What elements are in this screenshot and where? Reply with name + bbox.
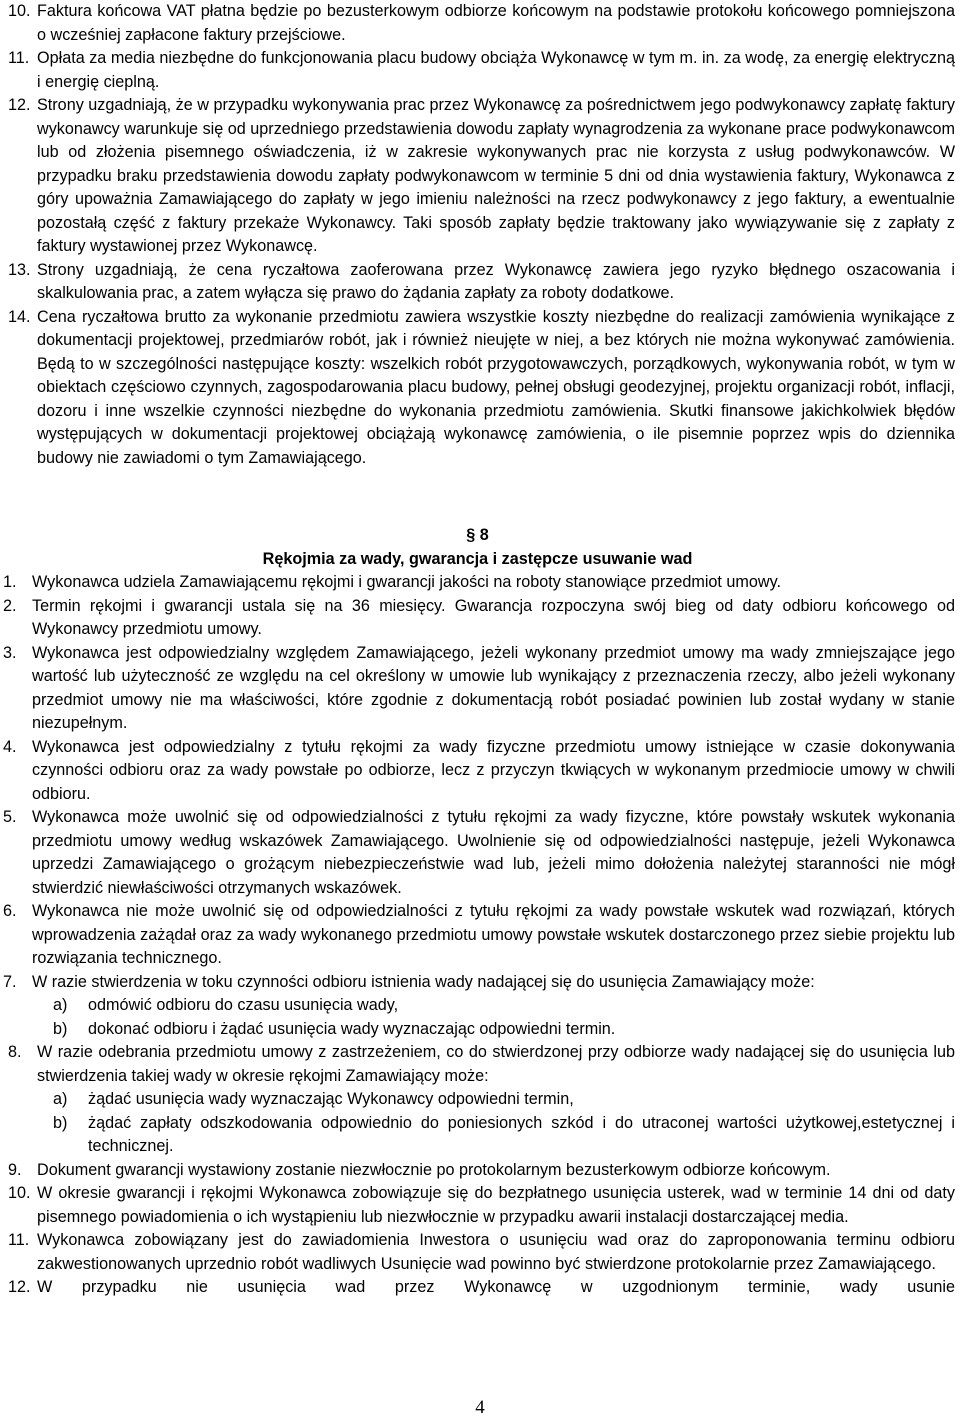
list-item — [0, 0, 955, 47]
item-text: W razie stwierdzenia w toku czynności odbioru istnienia wady nadającej się do usunięcia Zamawiający może: — [32, 972, 815, 991]
sub-item-text: dokonać odbioru i żądać usunięcia wady wyznaczając odpowiedni termin. — [88, 1019, 616, 1038]
sub-item-letter: b) — [53, 1113, 68, 1132]
item-number: 10. — [8, 1184, 31, 1202]
sub-item-letter: a) — [53, 996, 68, 1014]
item-number: 7. — [3, 972, 17, 991]
item-text: W razie odebrania przedmiotu umowy z zastrzeżeniem, co do stwierdzonej przy odbiorze wady nadającej się do usunięcia lub stwierdzenia takiej wady w okresie rękojmi Zamawiający może: — [37, 1043, 955, 1085]
payment-terms-list — [0, 0, 955, 470]
item-text: Strony uzgadniają, że w przypadku wykonywania prac przez Wykonawcę za pośrednictwem jego podwykonawcy zapłatę faktury wykonawcy warunkuje się od uprzedniego przedstawienia dowodu zapłaty wynagrodzenia za wykonane prace podwykonawcom lub od złożenia pisemnego oświadczenia, iż w zakresie wykonywanych prac nie korzysta z usług podwykonawców. W przypadku braku przedstawienia dowodu zapłaty podwykonawcom w terminie 5 dni od dnia wystawienia faktury, Wykonawca z góry upoważnia Zamawiającego do zapłaty w jego imieniu należności na rzecz podwykonawcy z jego faktury, a ewentualnie pozostałą część z faktury przekaże Wykonawcy. Taki sposób zapłaty będzie traktowany jako wywiązywanie się z zapłaty z faktury wystawionej przez Wykonawcę. — [37, 96, 955, 255]
item-text: Wykonawca jest odpowiedzialny z tytułu rękojmi za wady fizyczne przedmiotu umowy istniejące w czasie dokonywania czynności odbioru oraz za wady powstałe po odbiorze, lecz z przyczyn tkwiących w wykonanym przedmiocie umowy w chwili odbioru. — [32, 737, 955, 803]
item-number: 9. — [8, 1160, 22, 1179]
sub-list-item — [0, 1112, 955, 1159]
item-text: Wykonawca jest odpowiedzialny względem Zamawiającego, jeżeli wykonany przedmiot umowy ma wady zmniejszające jego wartość lub użyteczność ze względu na cel określony w umowie lub wynikający z przeznaczenia rzeczy, albo jeżeli wykonany przedmiot umowy nie ma właściwości, które zgodnie z dokumentacją robót posiadać powinien lub został wydany w stanie niezupełnym. — [32, 643, 955, 732]
section-8 — [0, 524, 955, 1300]
item-number: 4. — [3, 737, 17, 756]
item-text: Wykonawca udziela Zamawiającemu rękojmi i gwarancji jakości na roboty stanowiące przedmiot umowy. — [32, 573, 781, 591]
item-text: Faktura końcowa VAT płatna będzie po bezusterkowym odbiorze końcowym na podstawie protokołu końcowego pomniejszona o wcześniej zapłacone faktury przejściowe. — [37, 2, 955, 44]
item-text: W przypadku nie usunięcia wad przez Wykonawcę w uzgodnionym terminie, wady usunie — [37, 1278, 955, 1296]
list-item — [0, 94, 955, 259]
item-number: 12. — [8, 96, 31, 114]
item-number: 11. — [8, 1231, 30, 1249]
item-number: 12. — [8, 1278, 31, 1296]
item-text: Opłata za media niezbędne do funkcjonowania placu budowy obciąża Wykonawcę w tym m. in. za wodę, za energię elektryczną i energię cieplną. — [37, 49, 955, 91]
list-item — [0, 571, 955, 595]
item-number: 14. — [8, 307, 31, 326]
page-number: 4 — [475, 1397, 485, 1418]
list-item — [0, 1182, 955, 1229]
list-item — [0, 1159, 955, 1183]
list-item — [0, 1041, 955, 1088]
list-item — [0, 642, 955, 736]
item-text: Wykonawca nie może uwolnić się od odpowiedzialności z tytułu rękojmi za wady powstałe wskutek wad rozwiązań, których wprowadzenia zażądał oraz za wady wykonanego przedmiotu umowy powstałe wskutek dostarczonego przez siebie projektu lub rozwiązania technicznego. — [32, 902, 955, 967]
sub-item-text: żądać usunięcia wady wyznaczając Wykonawcy odpowiedni termin, — [88, 1090, 574, 1108]
list-item — [0, 806, 955, 900]
sub-item-text: odmówić odbioru do czasu usunięcia wady, — [88, 996, 399, 1014]
list-item — [0, 971, 955, 995]
sub-item-letter: a) — [53, 1090, 68, 1108]
list-item — [0, 306, 955, 471]
item-text: Wykonawca zobowiązany jest do zawiadomienia Inwestora o usunięciu wad oraz do zaproponowania terminu odbioru zakwestionowanych uprzednio robót wadliwych Usunięcie wad powinno być stwierdzone protokolarnie przez Zamawiającego. — [37, 1231, 955, 1273]
list-item — [0, 595, 955, 642]
sub-item-letter: b) — [53, 1019, 68, 1038]
list-item — [0, 1276, 955, 1300]
list-item — [0, 47, 955, 94]
item-number: 6. — [3, 902, 17, 920]
item-text: W okresie gwarancji i rękojmi Wykonawca zobowiązuje się do bezpłatnego usunięcia usterek, wad w terminie 14 dni od daty pisemnego powiadomienia o ich wystąpieniu lub niezwłocznie w przypadku awarii instalacji dostarczającej media. — [37, 1184, 955, 1226]
item-number: 1. — [3, 573, 17, 591]
item-number: 10. — [8, 2, 31, 20]
item-number: 11. — [8, 49, 30, 67]
sub-list-item — [0, 994, 955, 1018]
item-number: 2. — [3, 596, 17, 615]
item-number: 13. — [8, 260, 31, 279]
item-text: Strony uzgadniają, że cena ryczałtowa zaoferowana przez Wykonawcę zawiera jego ryzyko błędnego oszacowania i skalkulowania prac, a zatem wyłącza się prawo do żądania zapłaty za roboty dodatkowe. — [37, 260, 955, 302]
item-text: Termin rękojmi i gwarancji ustala się na 36 miesięcy. Gwarancja rozpoczyna swój bieg od daty odbioru końcowego od Wykonawcy przedmiotu umowy. — [32, 596, 955, 638]
section-title: Rękojmia za wady, gwarancja i zastępcze usuwanie wad — [262, 549, 693, 568]
item-text: Dokument gwarancji wystawiony zostanie niezwłocznie po protokolarnym bezusterkowym odbiorze końcowym. — [37, 1160, 831, 1179]
list-item — [0, 1229, 955, 1276]
list-item — [0, 736, 955, 807]
sub-list-item — [0, 1088, 955, 1112]
sub-list-item — [0, 1018, 955, 1042]
item-text: Cena ryczałtowa brutto za wykonanie przedmiotu zawiera wszystkie koszty niezbędne do realizacji zamówienia wynikające z dokumentacji projektowej, przedmiarów robót, jak i również nieujęte w niej, a bez których nie można wykonywać zamówienia. Będą to w szczególności następujące koszty: wszelkich robót przygotowawczych, porządkowych, wykonywania robót, w tym w obiektach częściowo czynnych, zagospodarowania placu budowy, pełnej obsługi geodezyjnej, projektu organizacji robót, inflacji, dozoru i inne wszelkie czynności niezbędne do wykonania przedmiotu zamówienia. Skutki finansowe jakichkolwiek błędów występujących w dokumentacji projektowej obciążają wykonawcę zamówienia, o ile pisemnie poprzez wpis do dziennika budowy nie zawiadomi o tym Zamawiającego. — [37, 307, 955, 467]
list-item — [0, 900, 955, 971]
item-text: Wykonawca może uwolnić się od odpowiedzialności z tytułu rękojmi za wady fizyczne, które powstały wskutek wykonania przedmiotu umowy według wskazówek Zamawiającego. Uwolnienie się od odpowiedzialności następuje, jeżeli Wykonawca uprzedzi Zamawiającego o grożącym niebezpieczeństwie wad lub, jeżeli mimo dołożenia należytej staranności nie mógł stwierdzić niewłaściwości otrzymanych wskazówek. — [32, 808, 955, 897]
list-item — [0, 259, 955, 306]
item-number: 3. — [3, 643, 17, 662]
item-number: 8. — [8, 1043, 22, 1061]
item-number: 5. — [3, 808, 17, 826]
sub-item-text: żądać zapłaty odszkodowania odpowiednio do poniesionych szkód i do utraconej wartości użytkowej,estetycznej i technicznej. — [88, 1113, 955, 1155]
paragraph-mark: § 8 — [466, 526, 489, 544]
